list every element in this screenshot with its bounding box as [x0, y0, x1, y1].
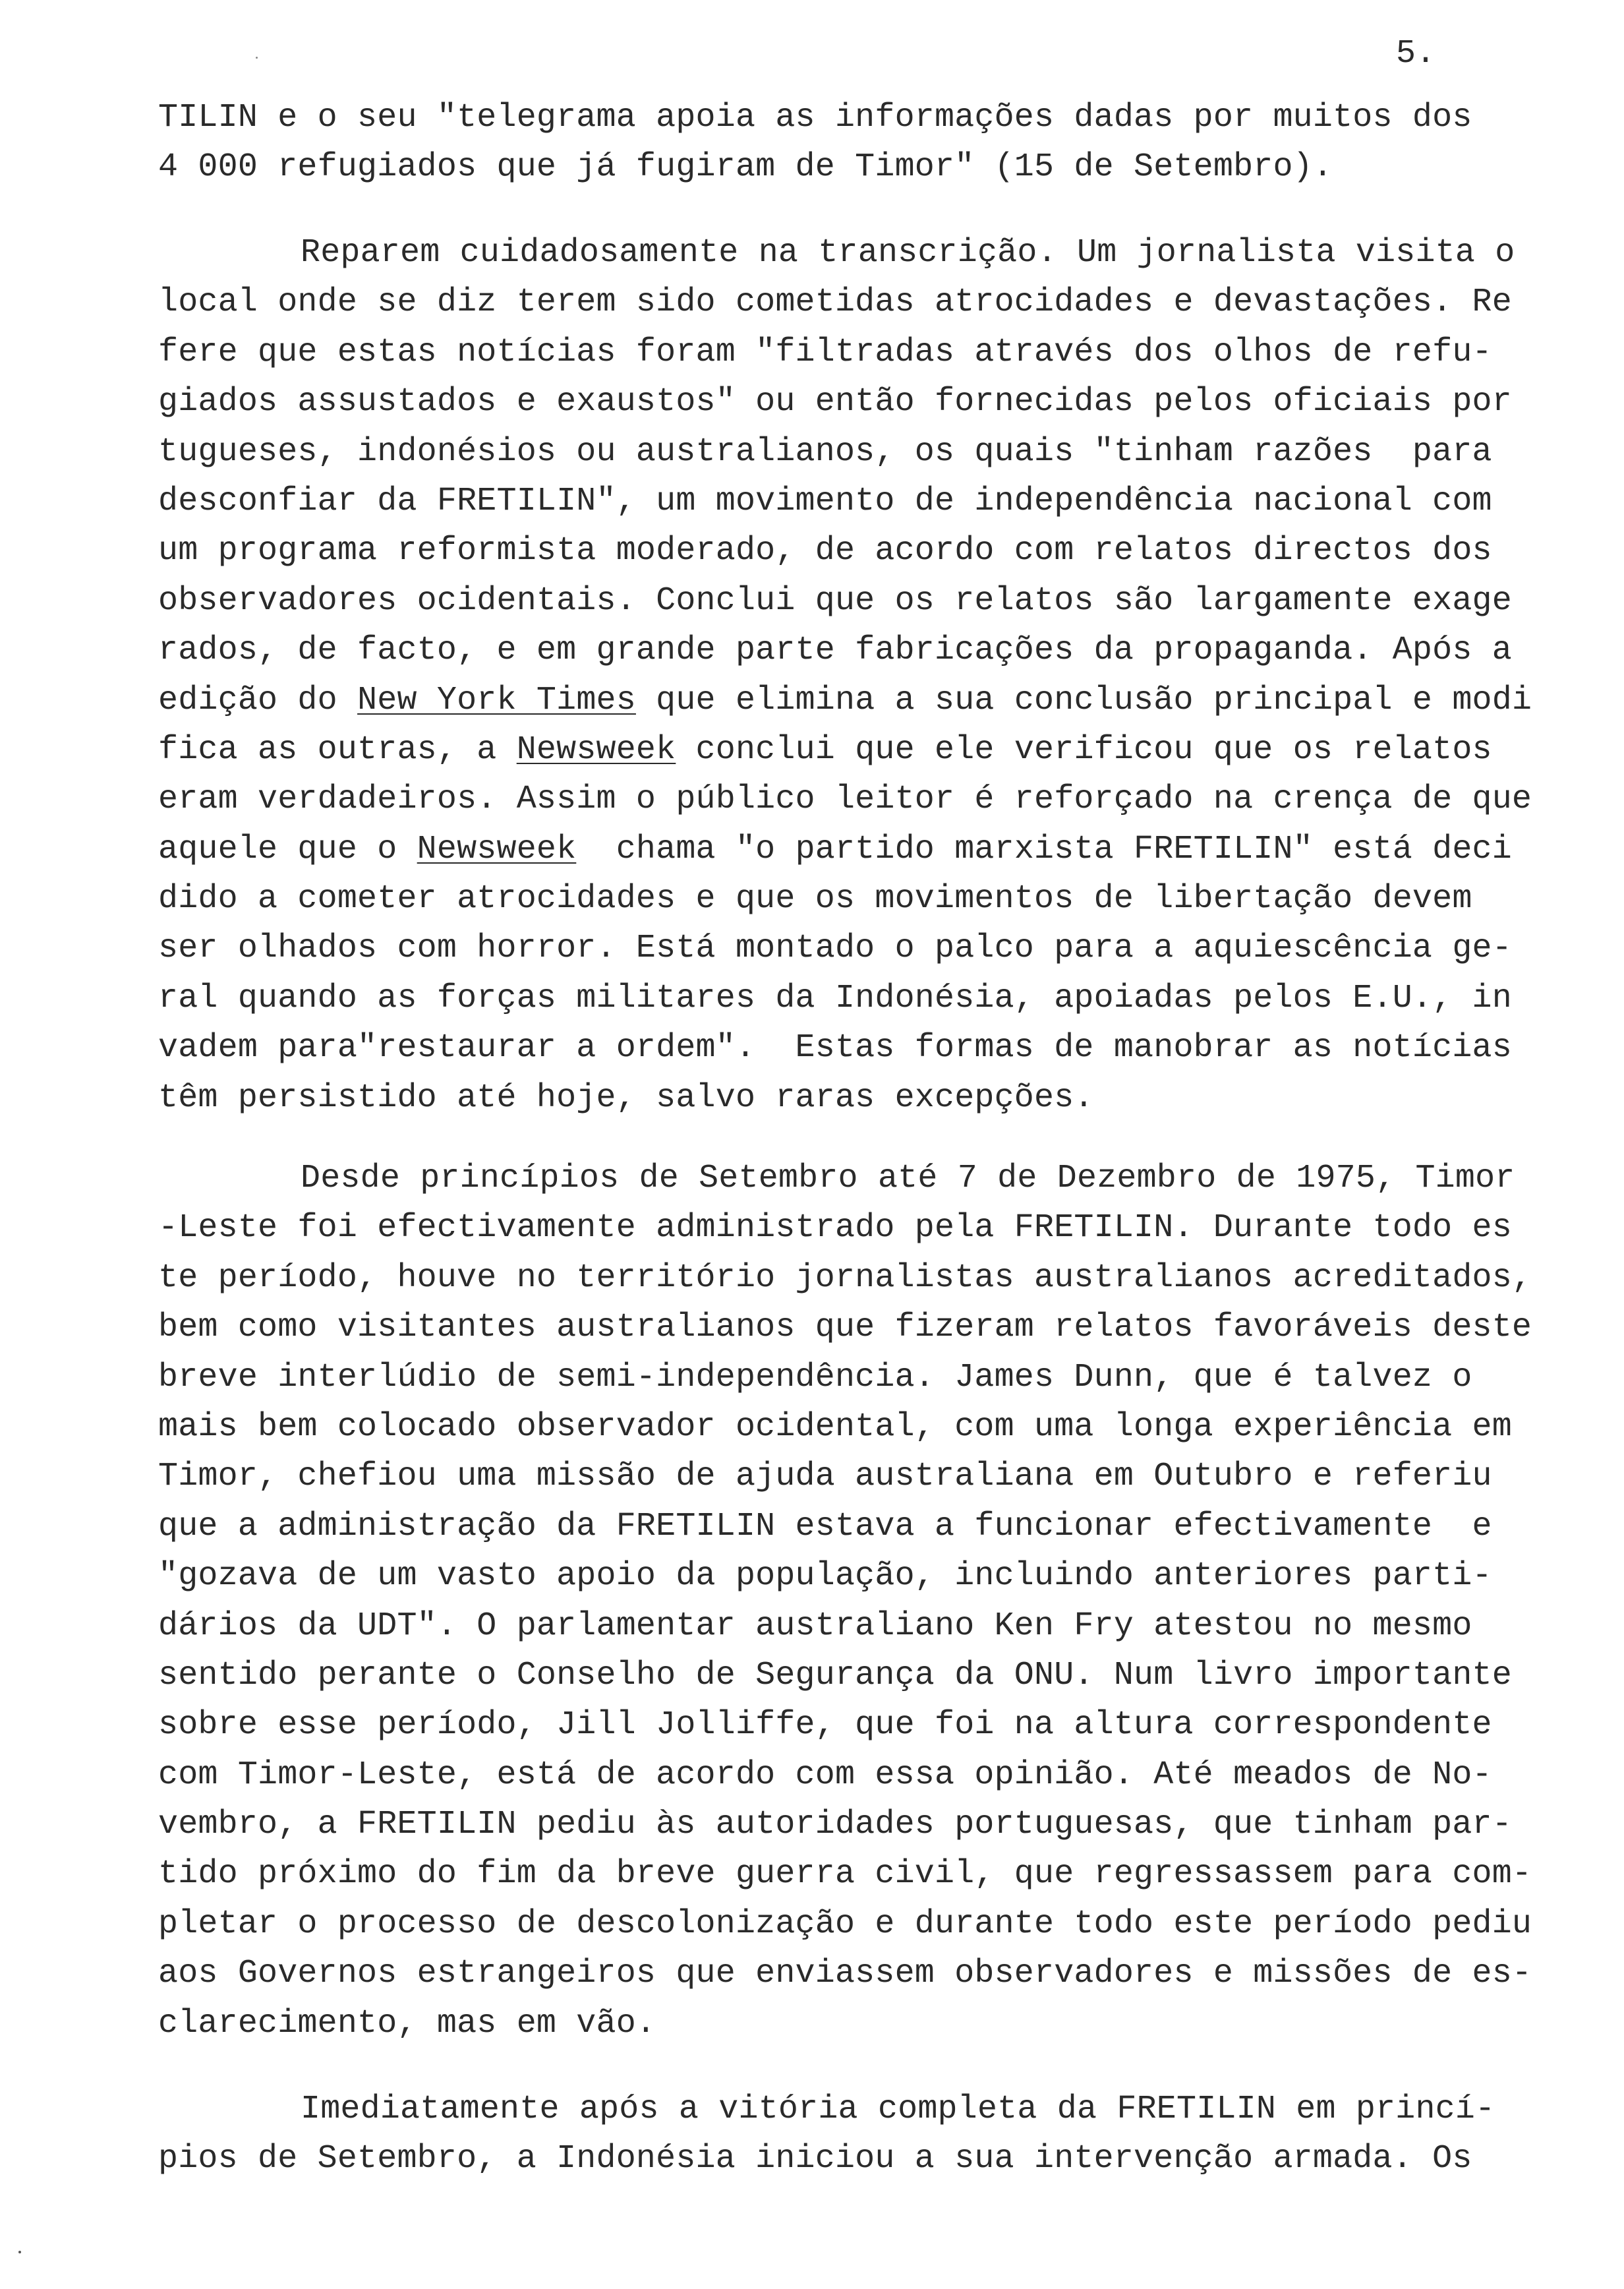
paragraph-line: Desde princípios de Setembro até 7 de Dezembro de 1975, Timor: [301, 1160, 1515, 1197]
paragraph-line: giados assustados e exaustos" ou então fornecidas pelos oficiais por: [158, 383, 1512, 421]
paragraph-line: Timor, chefiou uma missão de ajuda australiana em Outubro e referiu: [158, 1458, 1492, 1496]
paragraph-2: [158, 228, 1582, 1123]
paragraph-line: sobre esse período, Jill Jolliffe, que foi na altura correspondente: [158, 1706, 1492, 1744]
paragraph-line: fere que estas notícias foram "filtradas através dos olhos de refu-: [158, 333, 1492, 371]
paragraph-line: tido próximo do fim da breve guerra civil, que regressassem para com-: [158, 1855, 1532, 1893]
paragraph-line: breve interlúdio de semi-independência. James Dunn, que é talvez o: [158, 1358, 1472, 1396]
paragraph-line: 4 000 refugiados que já fugiram de Timor" (15 de Setembro).: [158, 148, 1333, 187]
paragraph-line: com Timor-Leste, está de acordo com essa opinião. Até meados de No-: [158, 1756, 1492, 1794]
paragraph-line: pletar o processo de descolonização e durante todo este período pediu: [158, 1905, 1532, 1943]
paragraph-line: -Leste foi efectivamente administrado pela FRETILIN. Durante todo es: [158, 1209, 1512, 1247]
paragraph-line: têm persistido até hoje, salvo raras excepções.: [158, 1079, 1094, 1117]
paragraph-line: mais bem colocado observador ocidental, com uma longa experiência em: [158, 1408, 1512, 1446]
paragraph-line: um programa reformista moderado, de acordo com relatos directos dos: [158, 532, 1492, 570]
paragraph-line: "gozava de um vasto apoio da população, incluindo anteriores parti-: [158, 1557, 1492, 1595]
paragraph-line: observadores ocidentais. Conclui que os relatos são largamente exage: [158, 581, 1512, 620]
paragraph-1: [158, 93, 1582, 193]
paragraph-line: vembro, a FRETILIN pediu às autoridades portuguesas, que tinham par-: [158, 1806, 1512, 1844]
publication-title: New York Times: [357, 681, 636, 719]
paragraph-line: desconfiar da FRETILIN", um movimento de independência nacional com: [158, 482, 1492, 520]
paragraph-line: pios de Setembro, a Indonésia iniciou a sua intervenção armada. Os: [158, 2140, 1472, 2178]
paragraph-line: TILIN e o seu "telegrama apoia as informações dadas por muitos dos: [158, 99, 1472, 136]
paragraph-line: Imediatamente após a vitória completa da FRETILIN em princí-: [301, 2091, 1495, 2128]
paragraph-line: tugueses, indonésios ou australianos, os quais "tinham razões para: [158, 432, 1492, 471]
publication-title: Newsweek: [417, 830, 577, 868]
paragraph-line: bem como visitantes australianos que fizeram relatos favoráveis deste: [158, 1309, 1532, 1347]
paragraph-line: fica as outras, a Newsweek conclui que ele verificou que os relatos: [158, 730, 1492, 769]
paragraph-line: sentido perante o Conselho de Segurança da ONU. Num livro importante: [158, 1656, 1512, 1694]
paragraph-line: ral quando as forças militares da Indonésia, apoiadas pelos E.U., in: [158, 979, 1512, 1017]
publication-title: Newsweek: [516, 730, 676, 769]
paragraph-line: que a administração da FRETILIN estava a funcionar efectivamente e: [158, 1507, 1492, 1545]
paragraph-line: te período, houve no território jornalistas australianos acreditados,: [158, 1259, 1532, 1297]
paragraph-line: dido a cometer atrocidades e que os movimentos de libertação devem: [158, 880, 1472, 918]
paragraph-4: [158, 2085, 1582, 2184]
paragraph-line: edição do New York Times que elimina a sua conclusão principal e modi: [158, 681, 1532, 719]
page-number: 5.: [1396, 35, 1436, 73]
paragraph-3: [158, 1154, 1582, 2048]
paragraph-line: aos Governos estrangeiros que enviassem observadores e missões de es-: [158, 1955, 1532, 1993]
paragraph-line: clarecimento, mas em vão.: [158, 2004, 656, 2042]
paragraph-line: dários da UDT". O parlamentar australiano Ken Fry atestou no mesmo: [158, 1607, 1472, 1645]
paragraph-line: eram verdadeiros. Assim o público leitor é reforçado na crença de que: [158, 781, 1532, 819]
scan-speck: [18, 2251, 21, 2253]
paragraph-line: rados, de facto, e em grande parte fabricações da propaganda. Após a: [158, 632, 1512, 670]
paragraph-line: local onde se diz terem sido cometidas atrocidades e devastações. Re: [158, 283, 1512, 322]
paragraph-line: aquele que o Newsweek chama "o partido marxista FRETILIN" está deci: [158, 830, 1512, 868]
paragraph-line: vadem para"restaurar a ordem". Estas formas de manobrar as notícias: [158, 1029, 1512, 1067]
scan-speck: [256, 57, 258, 59]
paragraph-line: Reparem cuidadosamente na transcrição. Um jornalista visita o: [301, 234, 1515, 272]
paragraph-line: ser olhados com horror. Está montado o palco para a aquiescência ge-: [158, 930, 1512, 968]
